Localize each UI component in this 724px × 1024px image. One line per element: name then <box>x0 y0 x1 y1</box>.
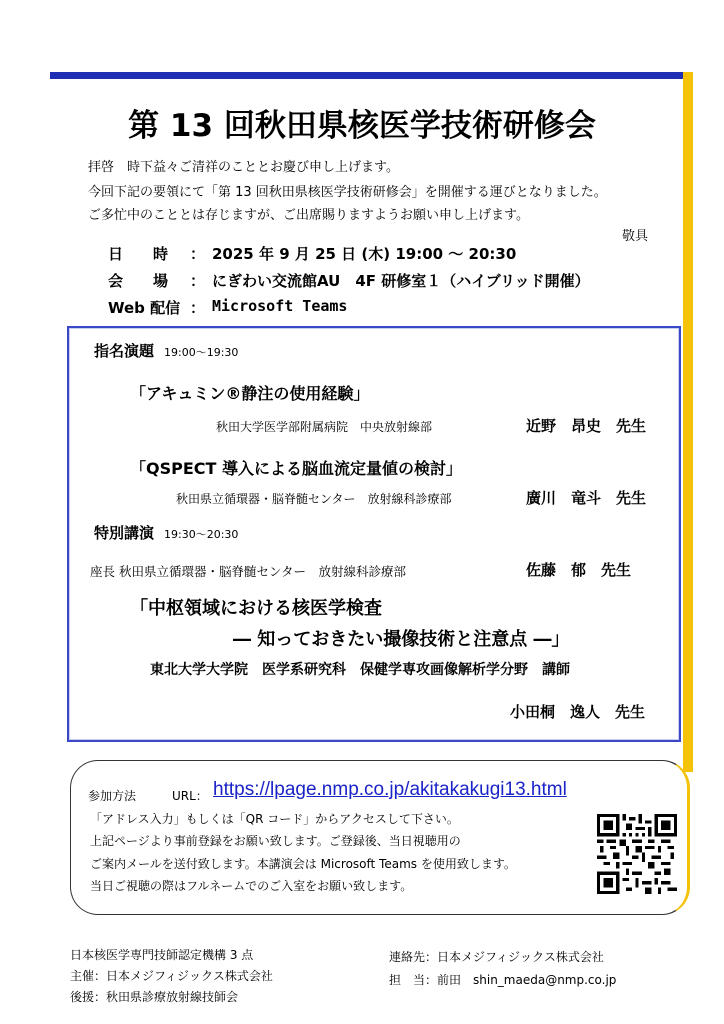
greeting-line-1: 拝啓 時下益々ご清祥のこととお慶び申し上げます。 <box>88 160 399 175</box>
designated-section-heading <box>94 340 238 361</box>
participation-line-3: ご案内メールを送付致します。本講演会は Microsoft Teams を使用致します。 <box>90 857 516 871</box>
host-organizer: 主催：日本メジフィジックス株式会社 <box>70 969 273 983</box>
participation-label: 参加方法 <box>88 789 137 803</box>
page-title: 第 13 回秋田県核医学技術研修会 <box>128 108 596 144</box>
talk1-speaker: 近野 昂史 先生 <box>526 417 647 435</box>
chair-affiliation: 座長 秋田県立循環器・脳脊髄センター 放射線科診療部 <box>90 564 406 579</box>
credit-points: 日本核医学専門技師認定機構 3 点 <box>70 948 254 962</box>
lecturer-name: 小田桐 逸人 先生 <box>510 703 646 721</box>
talk2-affiliation: 秋田県立循環器・脳脊髄センター 放射線科診療部 <box>176 492 452 506</box>
date-colon: ： <box>190 245 206 263</box>
venue-colon: ： <box>190 272 206 290</box>
web-value: Microsoft Teams <box>212 297 348 315</box>
designated-time: 19:00～19:30 <box>164 346 239 359</box>
web-label: Web 配信 <box>108 299 181 317</box>
top-blue-bar <box>50 72 690 79</box>
special-section-heading <box>94 522 238 543</box>
contact-organization: 連絡先：日本メジフィジックス株式会社 <box>389 950 604 964</box>
chair-name: 佐藤 郁 先生 <box>526 561 632 579</box>
date-value: 2025 年 9 月 25 日 (木) 19:00 ～ 20:30 <box>212 245 517 263</box>
greeting-line-3: ご多忙中のこととは存じますが、ご出席賜りますようお願い申し上げます。 <box>88 208 529 223</box>
lecture-title-line-2: ― 知っておきたい撮像技術と注意点 ―」 <box>233 629 570 650</box>
supporting-organization: 後援：秋田県診療放射線技師会 <box>70 990 239 1004</box>
greeting-line-2: 今回下記の要領にて「第 13 回秋田県核医学技術研修会」を開催する運びとなりました。 <box>88 185 607 200</box>
right-yellow-bar <box>683 72 693 772</box>
participation-line-4: 当日ご視聴の際はフルネームでのご入室をお願い致します。 <box>90 879 413 893</box>
url-label: URL： <box>172 789 208 803</box>
lecture-title-line-1: 「中枢領域における核医学検査 <box>130 598 382 619</box>
registration-url-link[interactable]: https://lpage.nmp.co.jp/akitakakugi13.html <box>213 779 567 800</box>
date-label: 日 時 <box>108 245 169 263</box>
venue-value: にぎわい交流館AU 4F 研修室１（ハイブリッド開催） <box>212 272 590 290</box>
special-title: 特別講演 <box>94 524 155 542</box>
talk2-title: 「QSPECT 導入による脳血流定量値の検討」 <box>130 459 463 478</box>
special-time: 19:30～20:30 <box>164 528 239 541</box>
qr-code-icon[interactable] <box>597 814 677 894</box>
talk1-title: 「アキュミン®静注の使用経験」 <box>130 384 370 403</box>
participation-line-2: 上記ページより事前登録をお願い致します。ご登録後、当日視聴用の <box>90 834 461 848</box>
talk2-speaker: 廣川 竜斗 先生 <box>526 489 647 507</box>
lecturer-affiliation: 東北大学大学院 医学系研究科 保健学専攻画像解析学分野 講師 <box>150 662 570 678</box>
web-colon: ： <box>190 299 206 317</box>
talk1-affiliation: 秋田大学医学部附属病院 中央放射線部 <box>216 420 433 434</box>
venue-label: 会 場 <box>108 272 169 290</box>
contact-person: 担 当：前田 shin_maeda@nmp.co.jp <box>389 973 617 987</box>
designated-title: 指名演題 <box>94 342 155 360</box>
closing-word: 敬具 <box>622 229 649 244</box>
participation-line-1: 「アドレス入力」もしくは「QR コード」からアクセスして下さい。 <box>90 812 459 826</box>
